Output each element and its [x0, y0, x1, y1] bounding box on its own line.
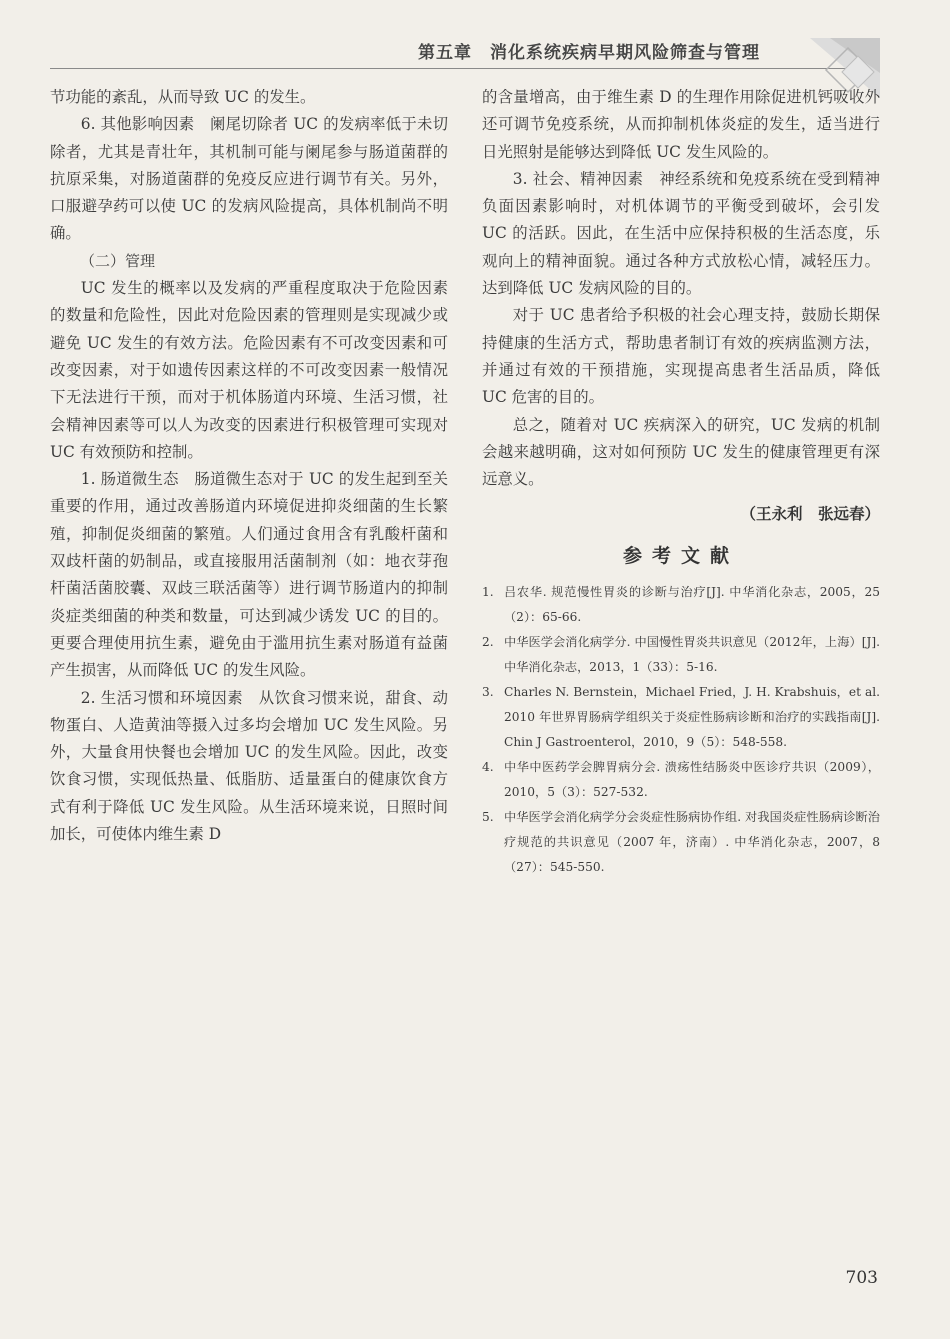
- reference-item: [482, 580, 880, 630]
- paragraph: 节功能的紊乱，从而导致 UC 的发生。: [50, 88, 316, 106]
- reference-text: 中华医学会消化病学分会炎症性肠病协作组. 对我国炎症性肠病诊断治疗规范的共识意见（2007 年，济南）. 中华消化杂志，2007，8（27）：545-550.: [504, 810, 880, 875]
- header-rule: [50, 68, 875, 69]
- author-signature: （王永利 张远春）: [740, 505, 880, 524]
- reference-number: 1.: [482, 585, 494, 600]
- paragraph: 的含量增高，由于维生素 D 的生理作用除促进机钙吸收外还可调节免疫系统，从而抑制机体炎症的发生，适当进行日光照射是能够达到降低 UC 发生风险的。: [482, 88, 880, 161]
- chapter-title: 第五章 消化系统疾病早期风险筛查与管理: [418, 43, 760, 63]
- paragraph: 1. 肠道微生态 肠道微生态对于 UC 的发生起到至关重要的作用，通过改善肠道内环境促进抑炎细菌的生长繁殖，抑制促炎细菌的繁殖。人们通过食用含有乳酸杆菌和双歧杆菌的奶制品，或直接服用活菌制剂（如：地衣芽孢杆菌活菌胶囊、双歧三联活菌等）进行调节肠道内的抑制炎症类细菌的种类和数量，可达到减少诱发 UC 的目的。更要合理使用抗生素，避免由于滥用抗生素对肠道有益菌产生损害，从而降低 UC 的发生风险。: [50, 470, 448, 680]
- right-column: [482, 84, 880, 880]
- reference-number: 3.: [482, 685, 494, 700]
- page-number: 703: [845, 1268, 878, 1288]
- reference-item: [482, 680, 880, 755]
- paragraph: 6. 其他影响因素 阑尾切除者 UC 的发病率低于未切除者，尤其是青壮年，其机制可能与阑尾参与肠道菌群的抗原采集，对肠道菌群的免疫反应进行调节有关。另外，口服避孕药可以使 UC 的发病风险提高，具体机制尚不明确。: [50, 115, 448, 243]
- paragraph: 2. 生活习惯和环境因素 从饮食习惯来说，甜食、动物蛋白、人造黄油等摄入过多均会增加 UC 发生风险。另外，大量食用快餐也会增加 UC 的发生风险。因此，改变饮食习惯，实现低热量、低脂肪、适量蛋白的健康饮食方式有利于降低 UC 发生风险。从生活环境来说，日照时间加长，可使体内维生素 D: [50, 688, 448, 844]
- reference-number: 4.: [482, 760, 494, 775]
- reference-number: 5.: [482, 810, 494, 825]
- paragraph: 对于 UC 患者给予积极的社会心理支持，鼓励长期保持健康的生活方式，帮助患者制订有效的疾病监测方法，并通过有效的干预措施，实现提高患者生活品质，降低 UC 危害的目的。: [482, 306, 880, 407]
- left-column: [50, 84, 448, 848]
- reference-text: 中华中医药学会脾胃病分会. 溃疡性结肠炎中医诊疗共识（2009），2010，5（3）：527-532.: [504, 760, 880, 800]
- reference-text: 吕农华. 规范慢性胃炎的诊断与治疗[J]. 中华消化杂志，2005，25（2）：65-66.: [504, 585, 880, 625]
- paragraph: 3. 社会、精神因素 神经系统和免疫系统在受到精神负面因素影响时，对机体调节的平衡受到破坏，会引发 UC 的活跃。因此，在生活中应保持积极的生活态度，乐观向上的精神面貌。通过各种方式放松心情，减轻压力。达到降低 UC 发病风险的目的。: [482, 169, 880, 298]
- reference-item: [482, 630, 880, 680]
- paragraph: 总之，随着对 UC 疾病深入的研究，UC 发病的机制会越来越明确，这对如何预防 UC 发生的健康管理更有深远意义。: [482, 415, 880, 489]
- reference-text: Charles N. Bernstein，Michael Fried，J. H. Krabshuis，et al. 2010 年世界胃肠病学组织关于炎症性肠病诊断和治疗的实践指南[J]. Chin J Gastroenterol，2010，9（5）：548-558.: [504, 685, 880, 750]
- reference-item: [482, 805, 880, 880]
- references-title: 参考文献: [622, 544, 739, 567]
- references-list: [482, 580, 880, 880]
- reference-item: [482, 755, 880, 805]
- paragraph: UC 发生的概率以及发病的严重程度取决于危险因素的数量和危险性，因此对危险因素的管理则是实现减少或避免 UC 发生的有效方法。危险因素有不可改变因素和可改变因素，对于如遗传因素这样的不可改变因素一般情况下无法进行干预，而对于机体肠道内环境、生活习惯，社会精神因素等可以人为改变的因素进行积极管理可实现对 UC 有效预防和控制。: [50, 279, 448, 461]
- section-heading: （二）管理: [80, 251, 156, 270]
- reference-number: 2.: [482, 635, 494, 650]
- running-header: [0, 34, 950, 74]
- reference-text: 中华医学会消化病学分. 中国慢性胃炎共识意见（2012年，上海）[J]. 中华消化杂志，2013，1（33）：5-16.: [504, 635, 880, 675]
